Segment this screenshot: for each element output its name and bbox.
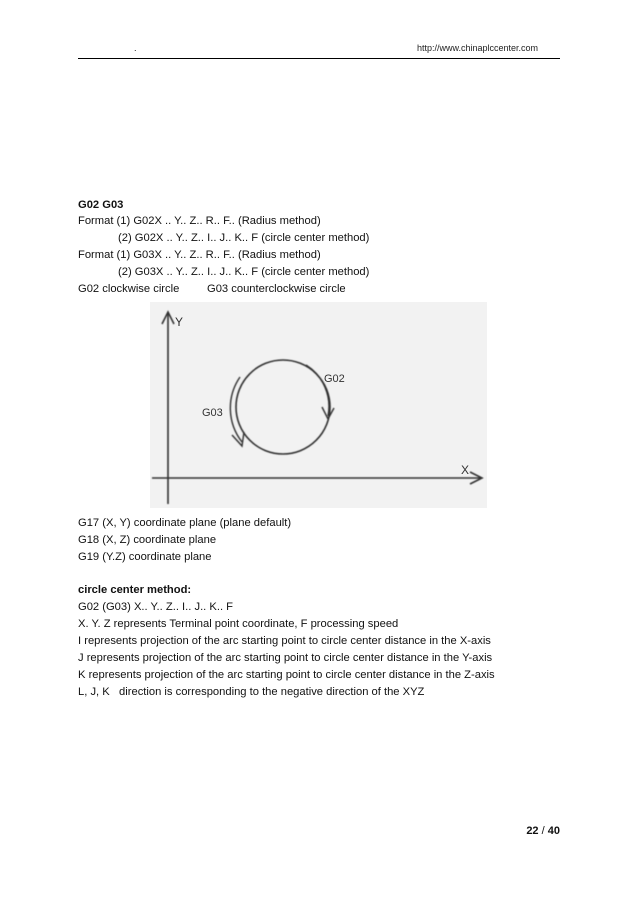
header-url[interactable]: http://www.chinaplccenter.com bbox=[416, 43, 538, 53]
plane-line-2: G18 (X, Z) coordinate plane bbox=[78, 534, 217, 546]
plane-line-1: G17 (X, Y) coordinate plane (plane default) bbox=[78, 517, 292, 529]
method-line-1: G02 (G03) X.. Y.. Z.. I.. J.. K.. F bbox=[78, 601, 234, 613]
format-line-1: Format (1) G02X .. Y.. Z.. R.. F.. (Radius method) bbox=[78, 215, 321, 227]
format-line-4: (2) G03X .. Y.. Z.. I.. J.. K.. F (circle center method) bbox=[118, 266, 370, 278]
g02-label: G02 bbox=[324, 373, 345, 385]
section-title: G02 G03 bbox=[78, 199, 124, 211]
method-line-6: L, J, K direction is corresponding to the negative direction of the XYZ bbox=[78, 686, 425, 698]
g03-label: G03 bbox=[202, 407, 223, 419]
ccw-label: G03 counterclockwise circle bbox=[207, 283, 346, 295]
x-axis-label: X bbox=[461, 463, 470, 477]
format-line-3: Format (1) G03X .. Y.. Z.. R.. F.. (Radius method) bbox=[78, 249, 321, 261]
diagram-background bbox=[150, 302, 487, 508]
header-rule bbox=[78, 58, 560, 59]
format-line-2: (2) G02X .. Y.. Z.. I.. J.. K.. F (circle center method) bbox=[118, 232, 370, 244]
method-line-2: X. Y. Z represents Terminal point coordinate, F processing speed bbox=[78, 618, 399, 630]
page-current: 22 bbox=[526, 825, 539, 837]
method-line-5: K represents projection of the arc starting point to circle center distance in the Z-axis bbox=[78, 669, 495, 681]
page-separator: / bbox=[541, 825, 545, 837]
circular-interpolation-diagram bbox=[150, 302, 487, 508]
method-title: circle center method: bbox=[78, 584, 192, 596]
page-total: 40 bbox=[547, 825, 560, 837]
plane-line-3: G19 (Y.Z) coordinate plane bbox=[78, 551, 212, 563]
y-axis-label: Y bbox=[175, 315, 184, 329]
header-dot: . bbox=[134, 43, 137, 53]
method-line-4: J represents projection of the arc starting point to circle center distance in the Y-axis bbox=[78, 652, 493, 664]
page-number bbox=[526, 825, 560, 837]
method-line-3: I represents projection of the arc starting point to circle center distance in the X-axis bbox=[78, 635, 491, 647]
cw-label: G02 clockwise circle bbox=[78, 283, 180, 295]
